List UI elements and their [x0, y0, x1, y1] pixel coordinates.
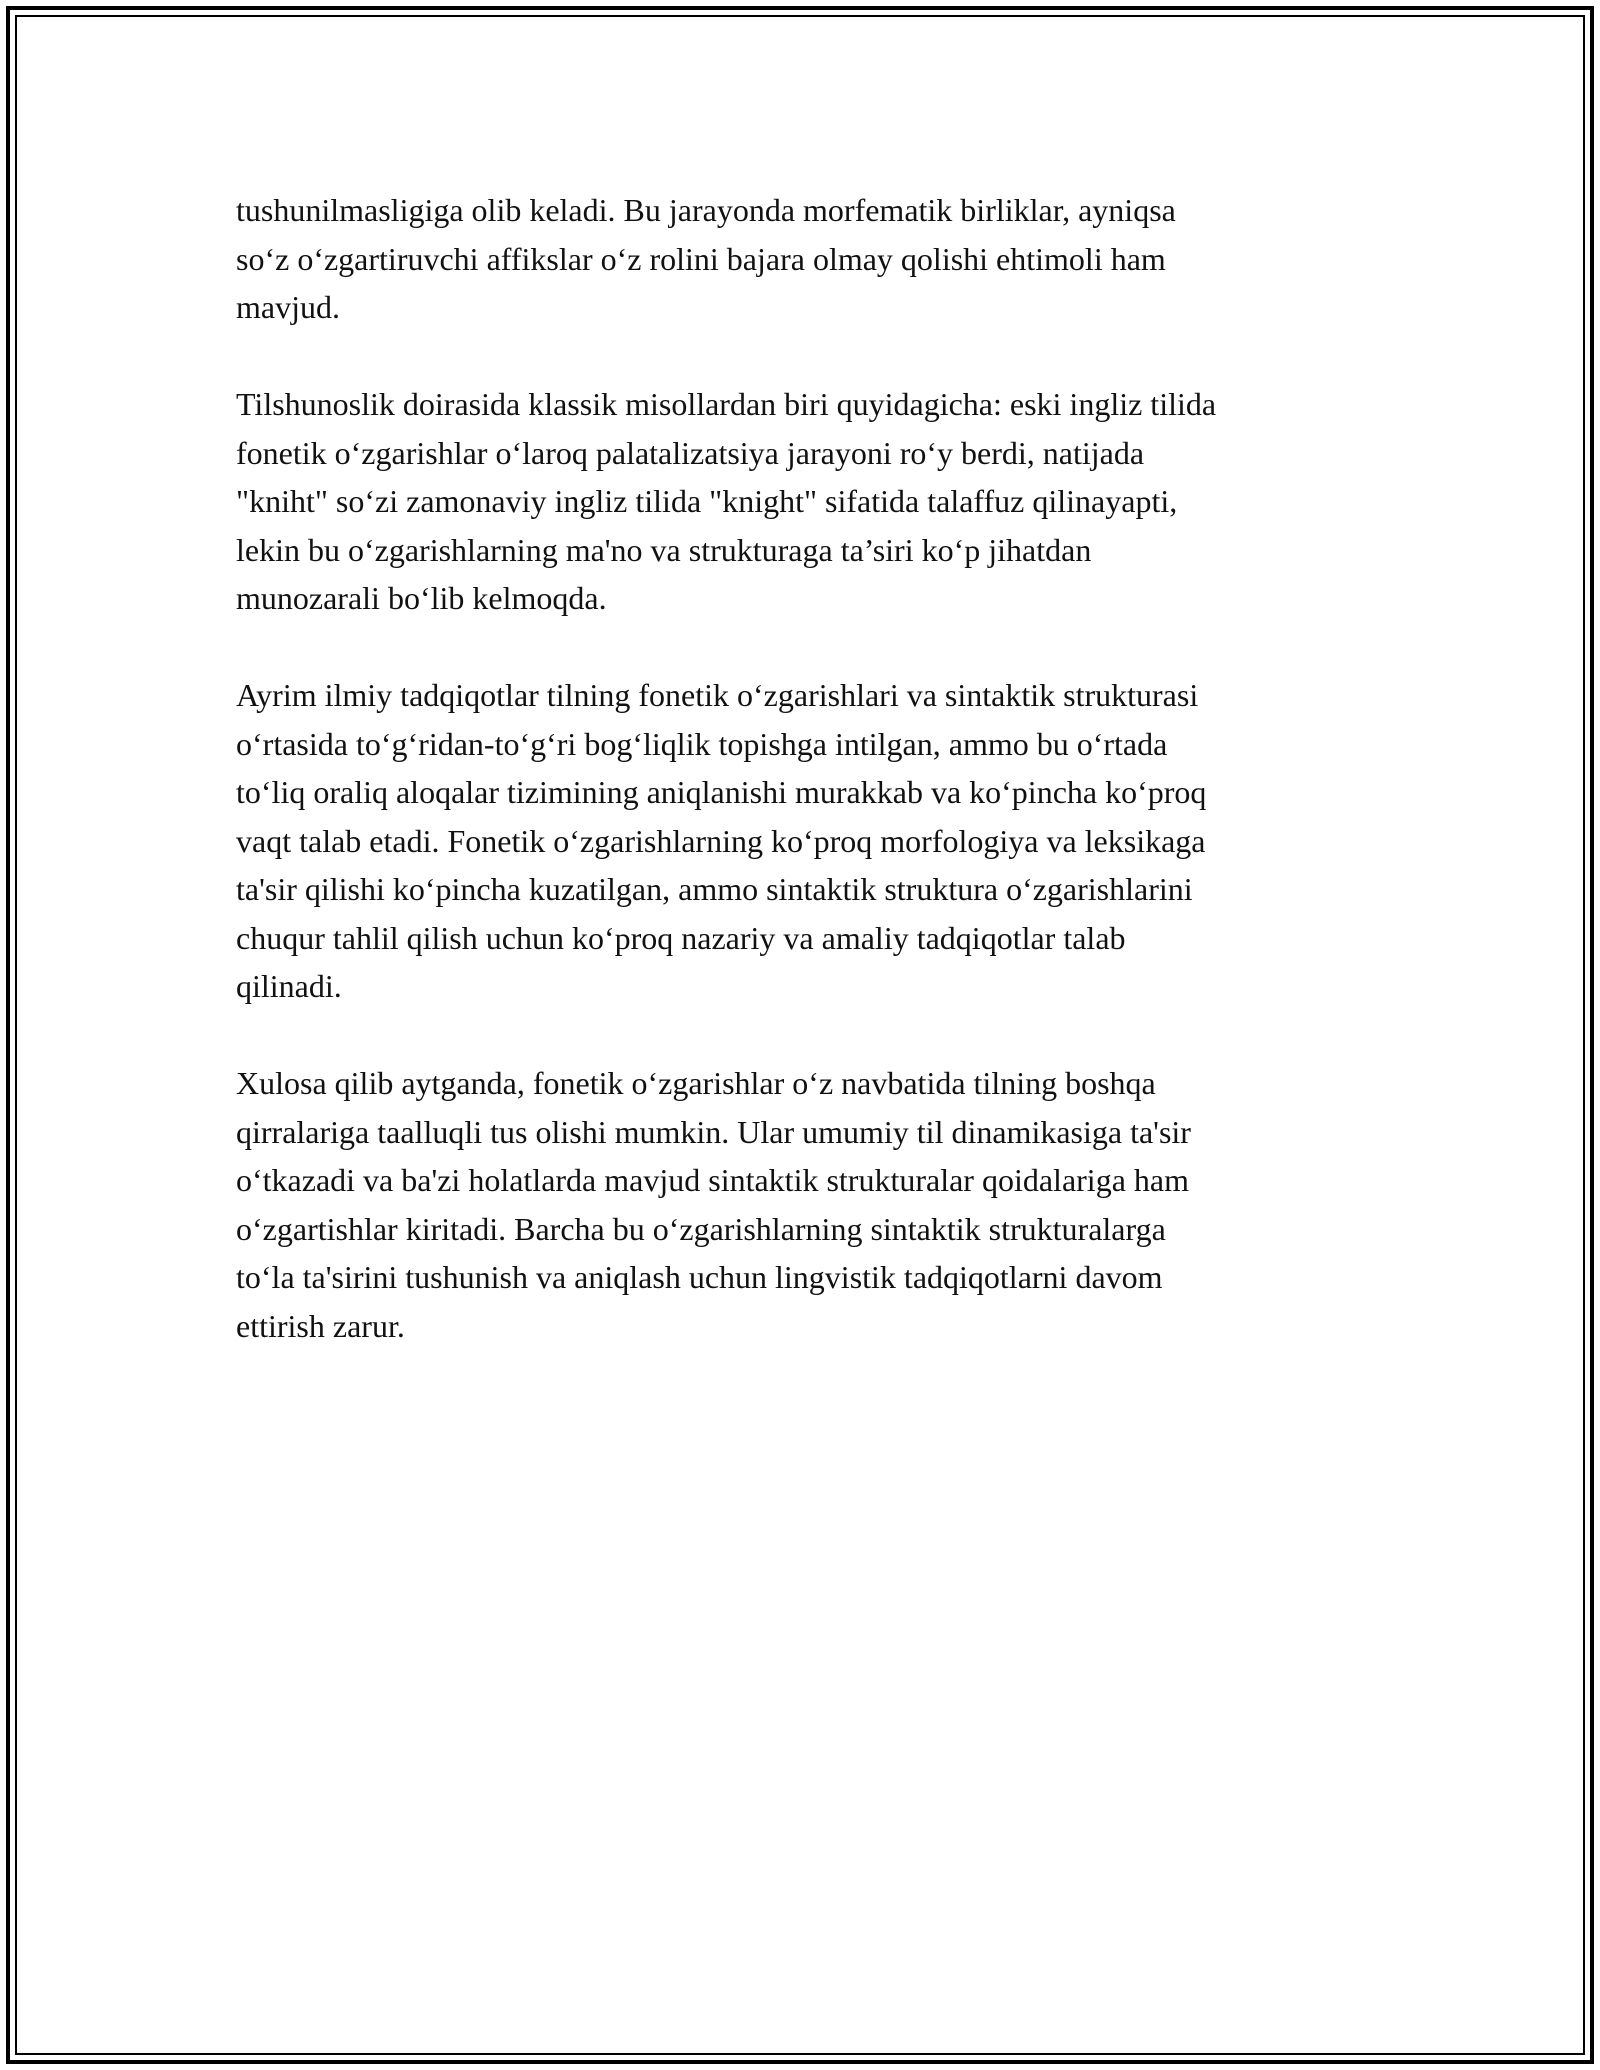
paragraph-2: Tilshunoslik doirasida klassik misollardan biri quyidagicha: eski ingliz tilida fonetik o‘zgarishlar o‘laroq palatalizatsiya jarayoni ro‘y berdi, natijada "kniht" so‘zi zamonaviy ingliz tilida "knight" sifatida talaffuz qilinayapti, lekin bu o‘zgarishlarning ma'no va strukturaga ta’siri ko‘p jihatdan munozarali bo‘lib kelmoqda.: [236, 386, 1217, 616]
paragraph-4: Xulosa qilib aytganda, fonetik o‘zgarishlar o‘z navbatida tilning boshqa qirralariga taalluqli tus olishi mumkin. Ular umumiy til dinamikasiga ta'sir o‘tkazadi va ba'zi holatlarda mavjud sintaktik strukturalar qoidalariga ham o‘zgartishlar kiritadi. Barcha bu o‘zgarishlarning sintaktik strukturalarga to‘la ta'sirini tushunish va aniqlash uchun lingvistik tadqiqotlarni davom ettirish zarur.: [236, 1065, 1191, 1344]
document-body: [236, 186, 1376, 1350]
paragraph-1: tushunilmasligiga olib keladi. Bu jarayonda morfematik birliklar, ayniqsa so‘z o‘zgartiruvchi affikslar o‘z rolini bajara olmay qolishi ehtimoli ham mavjud.: [236, 192, 1176, 325]
paragraph-3: Ayrim ilmiy tadqiqotlar tilning fonetik o‘zgarishlari va sintaktik strukturasi o‘rtasida to‘g‘ridan-to‘g‘ri bog‘liqlik topishga intilgan, ammo bu o‘rtada to‘liq oraliq aloqalar tizimining aniqlanishi murakkab va ko‘pincha ko‘proq vaqt talab etadi. Fonetik o‘zgarishlarning ko‘proq morfologiya va leksikaga ta'sir qilishi ko‘pincha kuzatilgan, ammo sintaktik struktura o‘zgarishlarini chuqur tahlil qilish uchun ko‘proq nazariy va amaliy tadqiqotlar talab qilinadi.: [236, 677, 1207, 1004]
